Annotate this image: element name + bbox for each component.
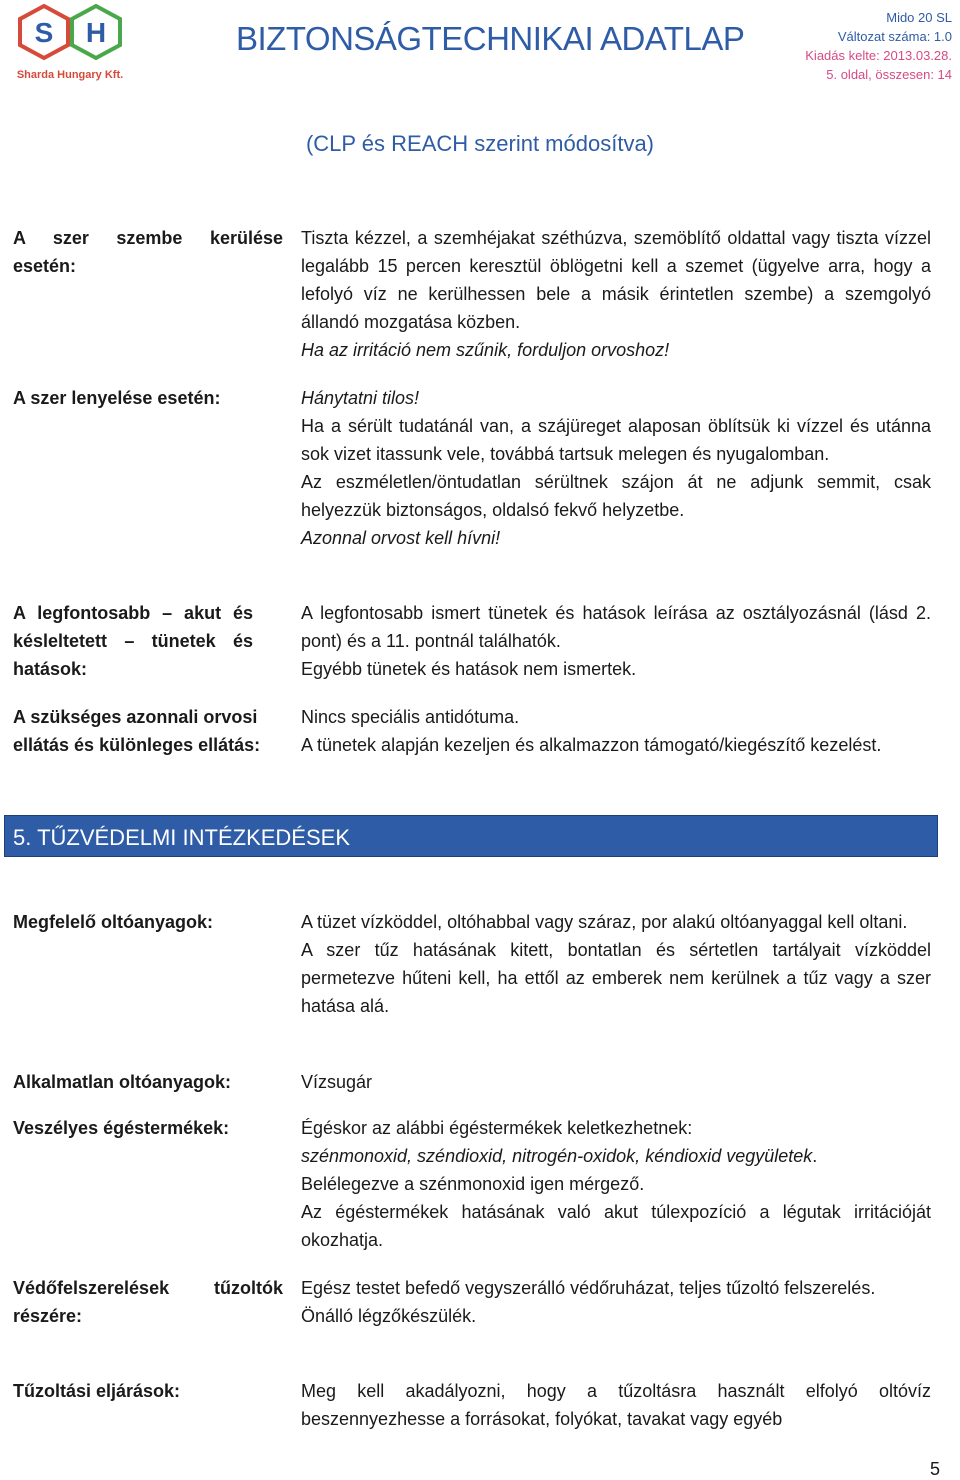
- row-label: A legfontosabb – akut és késleltetett – tünetek és hatások:: [13, 603, 253, 679]
- product-name: Mido 20 SL: [886, 10, 952, 25]
- issue-date: Kiadás kelte: 2013.03.28.: [805, 48, 952, 63]
- content-line: Az égéstermékek hatásának való akut túlexpozíció a légutak irritációját okozhatja.: [301, 1202, 931, 1250]
- logo-graphic: [14, 4, 134, 84]
- row-content: [301, 1377, 931, 1433]
- document-meta: [805, 8, 952, 84]
- page-number: 5: [929, 1459, 940, 1479]
- content-line: Belélegezve a szénmonoxid igen mérgező.: [301, 1174, 645, 1194]
- row-label: Tűzoltási eljárások:: [13, 1381, 181, 1401]
- version-number: Változat száma: 1.0: [837, 29, 952, 44]
- row-content: [301, 908, 931, 1020]
- logo-company-name: Sharda Hungary Kft.: [16, 69, 124, 81]
- content-line: A tüzet vízköddel, oltóhabbal vagy száraz, por alakú oltóanyaggal kell oltani.: [301, 912, 908, 932]
- row-label: A szer lenyelése esetén:: [13, 388, 221, 408]
- content-line: A szer tűz hatásának kitett, bontatlan és sértetlen tartályait vízköddel permetezve hűteni kell, ha ettől az emberek nem kerülnek a tűz vagy a szer hatása alá.: [301, 940, 931, 1016]
- logo-letter-s: S: [34, 17, 54, 48]
- row-label: Alkalmatlan oltóanyagok:: [13, 1072, 232, 1092]
- content-line: A legfontosabb ismert tünetek és hatások leírása az osztályozásnál (lásd 2. pont) és a 11. pontnál találhatók.: [301, 603, 931, 651]
- content-line: Vízsugár: [301, 1072, 373, 1092]
- row-content: [301, 703, 931, 759]
- document-title: BIZTONSÁGTECHNIKAI ADATLAP: [236, 20, 745, 57]
- row-label: Védőfelszerelések tűzoltók részére:: [13, 1278, 283, 1326]
- row-content: [301, 1068, 931, 1096]
- content-line: Tiszta kézzel, a szemhéjakat széthúzva, szemöblítő oldattal vagy tiszta vízzel legalább 15 percen keresztül öblögetni kell a szemet (ügyelve arra, hogy a lefolyó víz ne kerülhessen bele a másik érintetlen szembe) a szemgolyó állandó mozgatása közben.: [301, 228, 931, 332]
- row-label: A szer szembe kerülése esetén:: [13, 228, 283, 276]
- row-content: [301, 599, 931, 683]
- page-header: [0, 0, 960, 90]
- content-line: Egyébb tünetek és hatások nem ismertek.: [301, 659, 637, 679]
- row-label: Megfelelő oltóanyagok:: [13, 912, 214, 932]
- row-label: A szükséges azonnali orvosi ellátás és különleges ellátás:: [13, 707, 261, 755]
- content-line: Azonnal orvost kell hívni!: [301, 528, 501, 548]
- content-line: Hánytatni tilos!: [301, 388, 420, 408]
- row-label: Veszélyes égéstermékek:: [13, 1118, 230, 1138]
- page-subtitle: (CLP és REACH szerint módosítva): [305, 131, 655, 156]
- row-content: [301, 224, 931, 364]
- row-content: [301, 384, 931, 552]
- content-line: Önálló légzőkészülék.: [301, 1306, 477, 1326]
- content-line: Égéskor az alábbi égéstermékek keletkezhetnek:: [301, 1118, 693, 1138]
- combustion-products: szénmonoxid, széndioxid, nitrogén-oxidok, kéndioxid vegyületek: [301, 1146, 813, 1166]
- row-content: [301, 1274, 931, 1330]
- content-line: Meg kell akadályozni, hogy a tűzoltásra használt elfolyó oltóvíz beszennyezhesse a forrásokat, folyókat, tavakat vagy egyéb: [301, 1381, 931, 1429]
- content-line: Az eszméletlen/öntudatlan sérültnek szájon át ne adjunk semmit, csak helyezzük biztonságos, oldalsó fekvő helyzetbe.: [301, 472, 931, 520]
- company-logo: [14, 4, 134, 84]
- page-info: 5. oldal, összesen: 14: [826, 67, 952, 82]
- content-line: Ha a sérült tudatánál van, a szájüreget alaposan öblítsük ki vízzel és utánna sok vizet itassunk vele, továbbá tartsuk melegen és nyugalomban.: [301, 416, 931, 464]
- content-line: Egész testet befedő vegyszerálló védőruházat, teljes tűzoltó felszerelés.: [301, 1278, 876, 1298]
- content-line: Ha az irritáció nem szűnik, forduljon orvoshoz!: [301, 340, 670, 360]
- row-content: [301, 1114, 931, 1254]
- combustion-products-suffix: .: [812, 1146, 818, 1166]
- logo-letter-h: H: [85, 17, 107, 48]
- section-5-header: 5. TŰZVÉDELMI INTÉZKEDÉSEK: [4, 815, 938, 857]
- content-line: [301, 1142, 931, 1170]
- content-line: Nincs speciális antidótuma.: [301, 707, 520, 727]
- content-line: A tünetek alapján kezeljen és alkalmazzon támogató/kiegészítő kezelést.: [301, 735, 882, 755]
